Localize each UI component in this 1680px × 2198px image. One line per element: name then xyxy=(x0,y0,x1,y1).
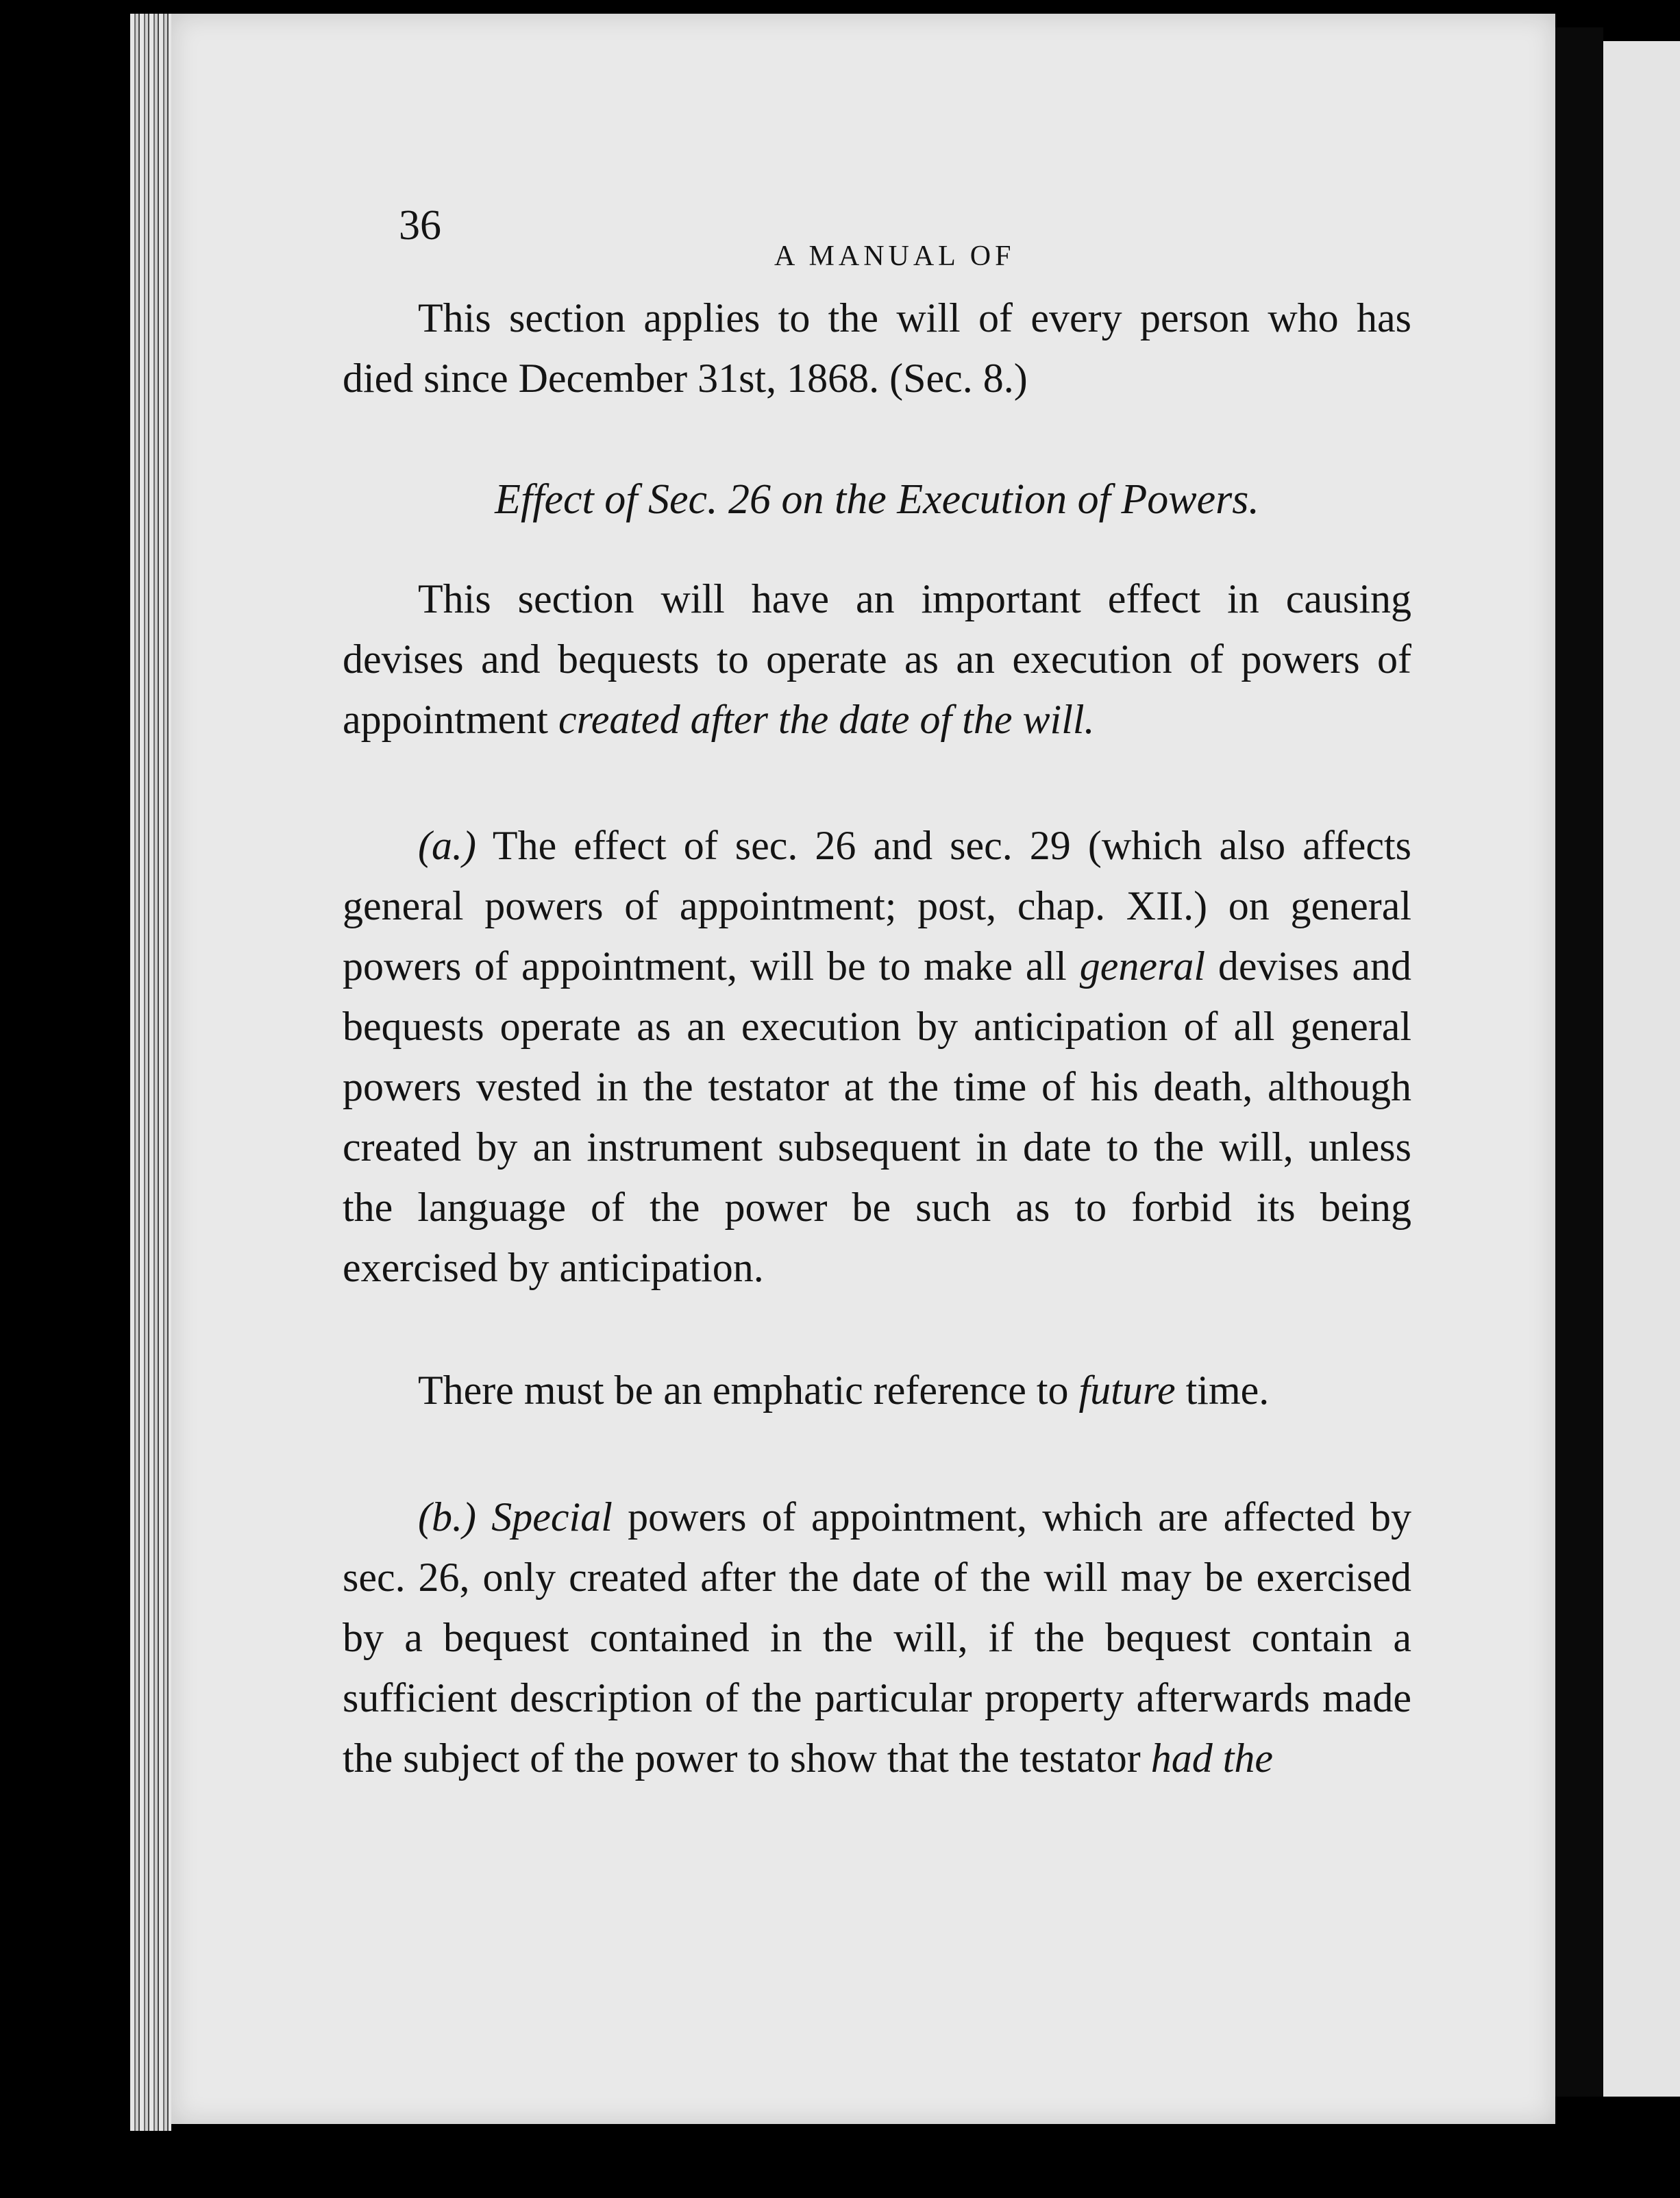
paragraph-a-text-1: The effect of sec. 26 and sec. 29 (which also affects general powers of appointment; post, chap. XII.) on general powers of appointment, will be to make all xyxy=(343,823,1411,989)
paragraph-2-text: This section will have an important effect in causing devises and bequests to operate as an execution of powers of appointment xyxy=(343,576,1411,742)
paragraph-b-text: powers of appointment, which are affected by sec. 26, only created after the date of the will may be exercised by a bequest contained in the will, if the bequest contain a sufficient description of the particular property afterwards made the subject of the power to show that the testator xyxy=(343,1494,1412,1781)
paragraph-b-label: (b.) xyxy=(418,1494,476,1540)
paragraph-a-label: (a.) xyxy=(418,823,476,868)
paragraph-2 xyxy=(343,569,1411,750)
paragraph-3-italic: future xyxy=(1078,1368,1176,1413)
paragraph-1-text: This section applies to the will of every person who has died since December 31st, 1868. (Sec. 8.) xyxy=(343,295,1411,401)
paragraph-a-italic: general xyxy=(1079,943,1205,989)
page-number: 36 xyxy=(399,202,441,249)
page-edges xyxy=(130,14,171,2131)
paragraph-3-text: There must be an emphatic reference to xyxy=(418,1368,1079,1413)
running-head: A MANUAL OF xyxy=(774,240,1015,272)
book-gutter xyxy=(1555,27,1603,2097)
paragraph-b-italic-end: had the xyxy=(1150,1736,1274,1781)
paragraph-3-end: time. xyxy=(1175,1368,1270,1413)
paragraph-b xyxy=(343,1487,1411,1788)
paragraph-3 xyxy=(343,1360,1411,1420)
paragraph-a-text-2: devises and bequests operate as an execution by anticipation of all general powers vested in the testator at the time of his death, although created by an instrument subsequent in date to the will, unless the language of the power be such as to forbid its being exercised by anticipation. xyxy=(343,943,1411,1290)
paragraph-2-italic: created after the date of the will. xyxy=(558,697,1095,742)
paragraph-1 xyxy=(343,288,1411,408)
facing-page-edge xyxy=(1603,41,1680,2097)
paragraph-a xyxy=(343,815,1411,1298)
paragraph-b-italic-start: Special xyxy=(491,1494,613,1540)
section-heading: Effect of Sec. 26 on the Execution of Powers. xyxy=(495,476,1259,523)
